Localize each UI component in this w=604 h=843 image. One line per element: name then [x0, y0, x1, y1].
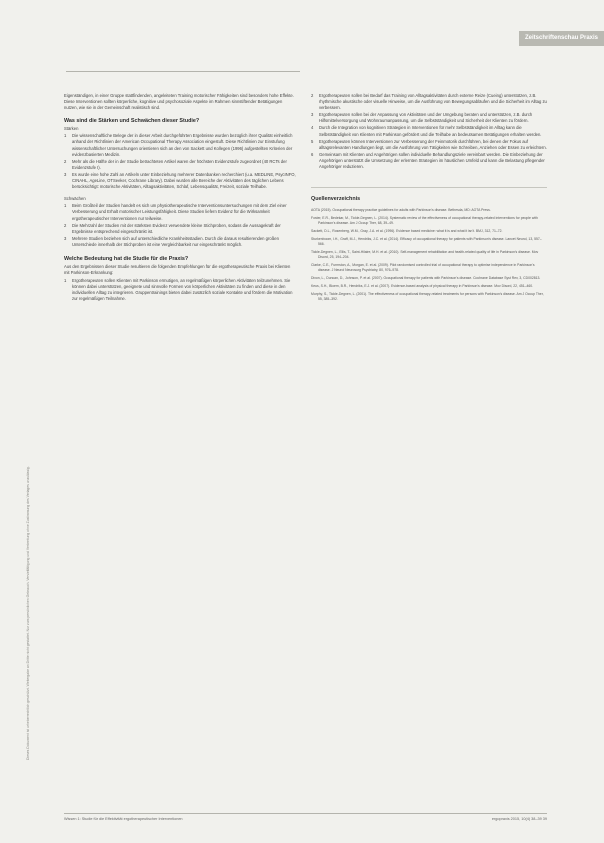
- list-item: [64, 236, 296, 248]
- item-number: 1: [64, 278, 67, 284]
- weaknesses-list: [64, 203, 296, 248]
- list-item: [64, 203, 296, 221]
- page-footer: [64, 813, 547, 821]
- item-text: Ergotherapeuten sollen bei Bedarf das Training von Alltagsaktivitäten durch externe Reize (Cueing) unterstützen, z.B. rhythmische akustische oder visuelle Hinweise, um die Ausführung von Bewegungsabläufen und die Sicherheit im Alltag zu verbessern.: [319, 93, 547, 111]
- weaknesses-label: Schwächen: [64, 196, 86, 202]
- footer-issue-page: ergopraxis 2015, 10(4) 38–39 39: [491, 817, 547, 821]
- list-item: [64, 159, 296, 171]
- reference-item: Clarke, C.E., Furmston, A., Morgan, E. et al. (2009). Pilot randomised controlled trial of occupational therapy to optimise independence in Parkinson's disease. J Neurol Neurosurg Psychiatry, 80, 976–978.: [311, 263, 535, 273]
- intro-paragraph: Eigenständigen, in einer Gruppe stattfindenden, angeleiteten Training motorischer Fähigkeiten sind besonders hohe Effekte. Diese Interventionen sollten körperliche, kognitive und psychosoziale Aspekte im Rahmen sinnstiftender Betätigungen nutzen, wie sie in der Gemeinschaft realistisch sind.: [64, 93, 294, 111]
- practice-relevance-heading: Welche Bedeutung hat die Studie für die Praxis?: [64, 255, 189, 262]
- list-item: [311, 139, 547, 151]
- reference-item: Dixon, L., Duncan, D., Johnson, P. et al. (2007). Occupational therapy for patients with Parkinson's disease. Cochrane Database Syst Rev, 3, CD002813.: [311, 276, 541, 281]
- strengths-list: [64, 133, 296, 190]
- reference-item: AOTA (2015). Occupational therapy practice guidelines for adults with Parkinson's disease. Bethesda, MD: AOTA Press.: [311, 208, 491, 213]
- item-number: 5: [311, 138, 314, 144]
- reference-item: Murphy, S., Tickle-Degnen, L. (2001). The effectiveness of occupational therapy-related treatments for persons with Parkinson's disease. Am J Occup Ther, 55, 385–392.: [311, 292, 544, 302]
- list-item: [311, 93, 547, 111]
- item-text: Ergotherapeuten können Interventionen zur Verbesserung der Feinmotorik durchführen, bei denen der Fokus auf alltagsrelevanten Handlungen liegt, um die Ausführung von Tätigkeiten wie Schreiben, Anziehen oder Essen zu erleichtern.: [319, 138, 547, 150]
- item-number: 3: [311, 112, 314, 118]
- list-item: [64, 133, 296, 157]
- item-text: Mehr als die Hälfte der in der Studie betrachteten Artikel waren der höchsten Evidenzstufe zugeordnet (40 RCTs der Evidenzstufe I).: [72, 158, 287, 170]
- reference-item: Tickle-Degnen, L., Ellis, T., Saint-Hilaire, M.H. et al. (2010). Self-management rehabilitation and health-related quality of life in Parkinson's disease. Mov Disord, 25, 194–204.: [311, 250, 539, 260]
- list-item: [64, 278, 296, 302]
- practice-list: [64, 278, 296, 302]
- item-number: 4: [311, 125, 314, 131]
- list-item: [64, 223, 296, 235]
- item-number: 1: [64, 203, 67, 209]
- copyright-side-note: Dieses Dokument ist urheberrechtlich geschützt. Weitergabe an Dritte nicht gestattet. Nur zum persönlichen Gebrauch. Vervielfältigung und Verbreitung ohne Zustimmung des Verlages unzulässig.: [26, 466, 30, 760]
- item-text: Ergotherapeuten sollen Klienten mit Parkinson ermutigen, an regelmäßigen körperlichen Aktivitäten teilzunehmen. Sie können dabei unterstützen, geeignete und sinnvolle Formen von körperlichen Aktivitäten zu finden und diese in den individuellen Alltag zu integrieren. Gruppentrainings bieten dabei zusätzlich soziale Kontakte und fördern die Motivation zur regelmäßigen Teilnahme.: [72, 278, 293, 302]
- reference-item: Foster, E.R., Bedekar, M., Tickle-Degnen, L. (2014). Systematic review of the effectiveness of occupational therapy-related interventions for people with Parkinson's disease. Am J Occup Ther, 68, 39–49.: [311, 216, 538, 226]
- list-item: [311, 125, 547, 137]
- item-text: Die Mehrzahl der Studien mit der stärksten Evidenz verwendete kleine Stichproben, sodass die Aussagekraft der Ergebnisse entsprechend eingeschränkt ist.: [72, 222, 281, 234]
- item-number: 1: [64, 133, 67, 139]
- header-rule: [66, 71, 300, 72]
- references-section: [311, 187, 547, 302]
- item-number: 3: [64, 235, 67, 241]
- list-item: [64, 172, 296, 190]
- practice-intro: Aus den Ergebnissen dieser Studie resultieren die folgenden Empfehlungen für die ergotherapeutische Praxis bei Klienten mit Parkinson-Erkrankung:: [64, 263, 291, 276]
- item-text: Beim Großteil der Studien handelt es sich um physiotherapeutische Interventionsuntersuchungen mit dem Ziel einer Verbesserung und Erhalt motorischer Leistungsfähigkeit. Diese Studien liefern Evidenz für die Wirksamkeit ergotherapeutischer Interventionen nur teilweise.: [72, 203, 287, 221]
- reference-item: Keus, S.H., Bloem, B.R., Hendriks, E.J. et al. (2007). Evidence-based analysis of physical therapy in Parkinson's disease. Mov Disord, 22, 451–460.: [311, 284, 534, 289]
- item-text: Die wissenschaftliche Belege der in dieser Arbeit durchgeführten Ergebnisse wurden bezüglich ihrer Qualität einheitlich anhand der Richtlinien der American Occupational Therapy Association eingestuft. Diese Richtlinien zur Einstufung wissenschaftlicher Untersuchungen orientieren sich an den von Sackett und Kollegen (1996) aufgestellten Kriterien der evidenzbasierten Medizin.: [72, 133, 293, 157]
- references-heading: Quellenverzeichnis: [311, 196, 361, 203]
- item-text: Ergotherapeuten sollen bei der Anpassung von Aktivitäten und der Umgebung beraten und unterstützen, z.B. durch Hilfsmittelversorgung und Wohnraumanpassung, um die Selbstständigkeit und Sicherheit der Klienten zu fördern.: [319, 112, 533, 124]
- list-item: [311, 152, 547, 170]
- item-text: Durch die Integration von kognitiven Strategien in Interventionen für mehr Selbstständigkeit im Alltag kann die Selbstständigkeit von Klienten mit Parkinson gefördert und die Teilhabe an bedeutsamen Betätigungen erhalten werden.: [319, 125, 542, 137]
- item-number: 2: [311, 93, 314, 98]
- item-number: 3: [64, 171, 67, 177]
- section-badge: Zeitschriftenschau Praxis: [519, 31, 604, 46]
- item-number: 6: [311, 151, 314, 157]
- item-number: 2: [64, 222, 67, 228]
- reference-item: Sturkenboom, I.H., Graff, M.J., Hendriks, J.C. et al. (2014). Efficacy of occupational therapy for patients with Parkinson's disease. Lancet Neurol, 13, 557–566.: [311, 237, 542, 247]
- right-column: [311, 93, 547, 305]
- practice-list-continued: [311, 93, 547, 171]
- footer-caption: Wissen 1: Studie für die Effektivität ergotherapeutischer Interventionen: [64, 817, 183, 821]
- strengths-weaknesses-heading: Was sind die Stärken und Schwächen dieser Studie?: [64, 118, 200, 125]
- item-text: Mehrere Studien beziehen sich auf unterschiedliche Krankheitsstadien. Durch die daraus resultierenden großen Unterschiede innerhalb der Stichproben ist eine Vergleichbarkeit nur eingeschränkt möglich.: [72, 235, 279, 247]
- strengths-label: Stärken: [64, 126, 79, 132]
- item-text: Gemeinsam mit Klienten und Angehörigen sollen individuelle Behandlungsziele vereinbart werden. Die Einbeziehung der Angehörigen unterstützt die Umsetzung der erlernten Strategien im häuslichen Umfeld und kann die Belastung pflegender Angehöriger reduzieren.: [319, 151, 545, 170]
- reference-item: Sackett, D.L., Rosenberg, W.M., Gray, J.A. et al. (1996). Evidence based medicine: what it is and what it isn't. BMJ, 312, 71–72.: [311, 229, 503, 234]
- item-text: Es wurde eine hohe Zahl an Artikeln unter Einbeziehung mehrerer Datenbanken recherchiert (u.a. MEDLINE, PsycINFO, CINAHL, AgeLine, OTSeeker, Cochrane Library). Dabei wurden alle Bereiche der Aktivitäten des täglichen Lebens berücksichtigt: motorische Aktivitäten, Alltagsaktivitäten, Schlaf, Lebensqualität, Freizeit, soziale Teilhabe.: [72, 171, 296, 190]
- item-number: 2: [64, 158, 67, 164]
- left-column: [64, 93, 296, 304]
- list-item: [311, 112, 547, 124]
